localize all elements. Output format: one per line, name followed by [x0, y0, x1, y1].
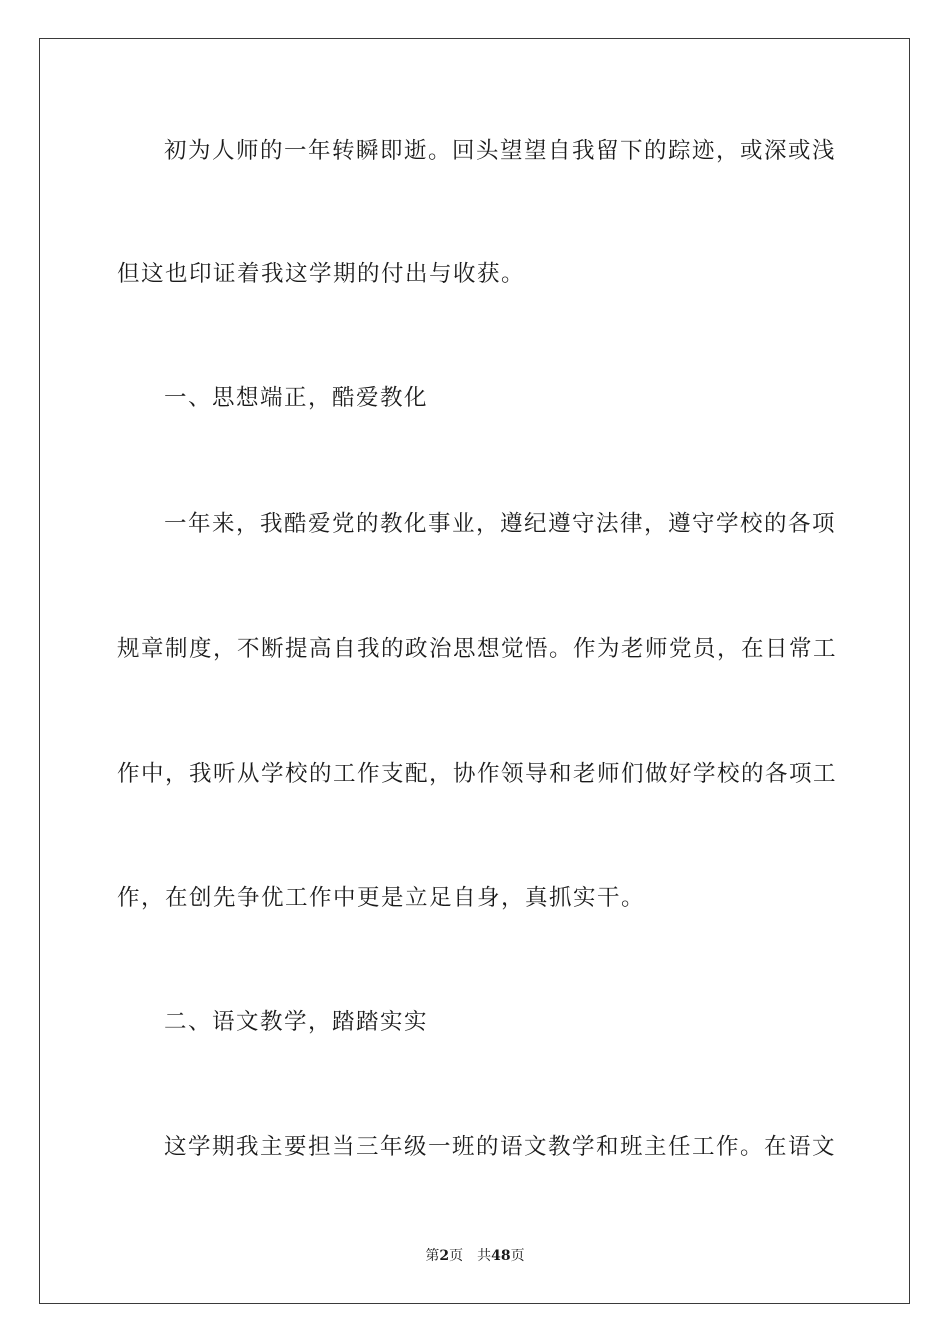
page-border — [39, 38, 910, 1304]
page-suffix: 页 — [449, 1248, 464, 1264]
page-prefix: 第 — [425, 1248, 440, 1264]
paragraph-line: 但这也印证着我这学期的付出与收获。 — [117, 261, 526, 287]
section-heading: 二、语文教学，踏踏实实 — [164, 1009, 429, 1035]
paragraph-line: 这学期我主要担当三年级一班的语文教学和班主任工作。在语文 — [164, 1134, 837, 1160]
paragraph-line: 规章制度，不断提高自我的政治思想觉悟。作为老师党员，在日常工 — [117, 636, 838, 662]
paragraph-line: 作中，我听从学校的工作支配，协作领导和老师们做好学校的各项工 — [117, 761, 838, 787]
page-footer — [0, 1246, 950, 1266]
total-pages: 48 — [491, 1248, 511, 1264]
paragraph-line: 作，在创先争优工作中更是立足自身，真抓实干。 — [117, 885, 646, 911]
total-prefix: 共 — [477, 1248, 492, 1264]
paragraph-line: 初为人师的一年转瞬即逝。回头望望自我留下的踪迹，或深或浅 — [164, 138, 837, 164]
section-heading: 一、思想端正，酷爱教化 — [164, 385, 429, 411]
paragraph-line: 一年来，我酷爱党的教化事业，遵纪遵守法律，遵守学校的各项 — [164, 511, 837, 537]
page-number: 2 — [439, 1248, 450, 1264]
total-suffix: 页 — [510, 1248, 525, 1264]
